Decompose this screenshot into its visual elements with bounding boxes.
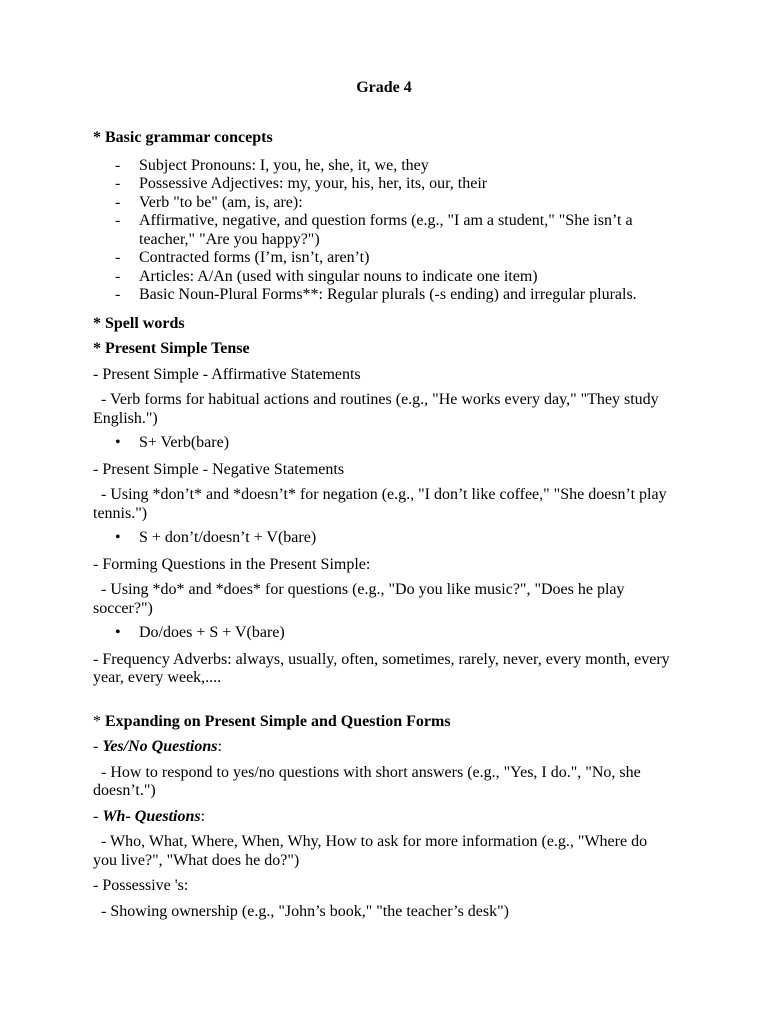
possessive-title: - Possessive 's: bbox=[93, 877, 189, 894]
prefix: - bbox=[93, 807, 103, 825]
section-heading-expanding bbox=[93, 713, 673, 732]
heading-text: Expanding on Present Simple and Question Forms bbox=[105, 712, 451, 730]
heading-prefix: * bbox=[93, 712, 105, 730]
list-item: - Articles: A/An (used with singular nouns to indicate one item) bbox=[93, 268, 673, 287]
affirmative-formula-list bbox=[93, 434, 673, 453]
negative-title: - Present Simple - Negative Statements bbox=[93, 460, 345, 478]
formula-item: • Do/does + S + V(bare) bbox=[93, 624, 673, 643]
list-item: - Verb "to be" (am, is, are): bbox=[93, 194, 673, 213]
section-heading-spell: * Spell words bbox=[93, 314, 185, 332]
section-heading-present-simple: * Present Simple Tense bbox=[93, 340, 250, 357]
list-item: - Contracted forms (I’m, isn’t, aren’t) bbox=[93, 249, 673, 268]
yes-no-title bbox=[93, 738, 673, 757]
yes-no-label: Yes/No Questions bbox=[102, 738, 218, 755]
wh-title bbox=[93, 808, 673, 827]
questions-description: - Using *do* and *does* for questions (e.g., "Do you like music?", "Does he play soccer?") bbox=[93, 581, 629, 617]
affirmative-title: - Present Simple - Affirmative Statements bbox=[93, 365, 361, 383]
affirmative-description: - Verb forms for habitual actions and routines (e.g., "He works every day," "They study English.") bbox=[93, 391, 663, 427]
list-item: - Possessive Adjectives: my, your, his, her, its, our, their bbox=[93, 175, 673, 194]
wh-description: - Who, What, Where, When, Why, How to ask for more information (e.g., "Where do you live?", "What does he do?") bbox=[93, 833, 652, 869]
prefix: - bbox=[93, 738, 103, 755]
list-item: - Subject Pronouns: I, you, he, she, it, we, they bbox=[93, 157, 673, 176]
formula-item: • S + don’t/doesn’t + V(bare) bbox=[93, 529, 673, 548]
negative-description: - Using *don’t* and *doesn’t* for negation (e.g., "I don’t like coffee," "She doesn’t play tennis.") bbox=[93, 486, 671, 522]
list-item: - Basic Noun-Plural Forms**: Regular plurals (-s ending) and irregular plurals. bbox=[93, 286, 673, 305]
negative-formula-list bbox=[93, 529, 673, 548]
possessive-description: - Showing ownership (e.g., "John’s book," "the teacher’s desk") bbox=[93, 902, 509, 920]
frequency-adverbs: - Frequency Adverbs: always, usually, often, sometimes, rarely, never, every month, every year, every week,.... bbox=[93, 650, 670, 686]
yes-no-description: - How to respond to yes/no questions with short answers (e.g., "Yes, I do.", "No, she doesn’t.") bbox=[93, 763, 645, 799]
suffix: : bbox=[200, 807, 206, 825]
section-heading-grammar: * Basic grammar concepts bbox=[93, 129, 273, 146]
document-body bbox=[93, 129, 673, 921]
page-title: Grade 4 bbox=[356, 79, 412, 96]
formula-item: • S+ Verb(bare) bbox=[93, 434, 673, 453]
suffix: : bbox=[217, 738, 222, 755]
grammar-list bbox=[93, 157, 673, 305]
questions-title: - Forming Questions in the Present Simple: bbox=[93, 555, 371, 573]
list-item: - Affirmative, negative, and question forms (e.g., "I am a student," "She isn’t a teacher," "Are you happy?") bbox=[93, 212, 673, 249]
wh-label: Wh- Questions bbox=[102, 807, 201, 825]
question-formula-list bbox=[93, 624, 673, 643]
